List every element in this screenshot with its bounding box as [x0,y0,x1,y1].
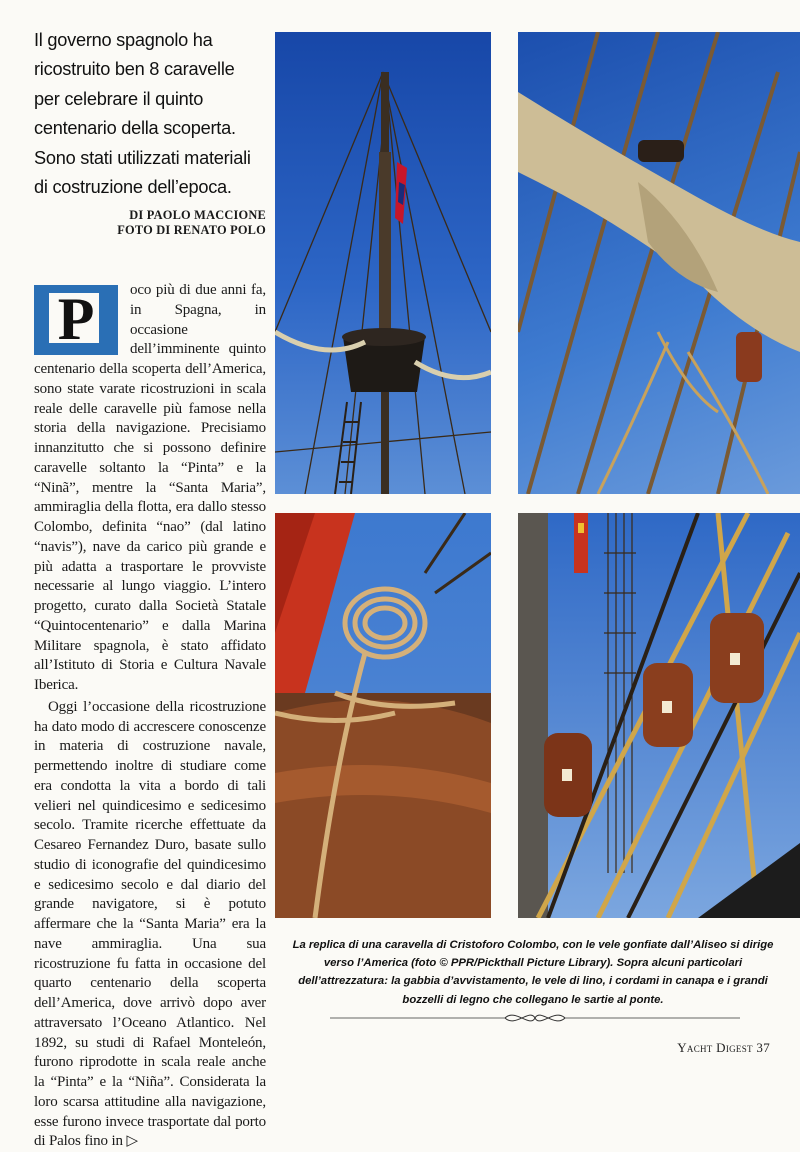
photo-furled-sail [518,32,800,494]
continue-arrow-icon: ▷ [126,1133,138,1150]
byline-photos: FOTO DI RENATO POLO [117,222,266,237]
lead-line: ricostruito ben 8 caravelle [34,59,235,80]
paragraph-text: Oggi l’occasione della ricostruzione ha dato modo di accrescere conoscenze in materia di costruzione navale, permettendo inoltre di studiare come era condotta la vita a bordo di tali velieri nel quindicesimo e sedicesimo secolo. Tramite ricerche effettuate da Cesareo Fernandez Duro, basate sullo studio di iconografie del quindicesimo e sedicesimo secolo e dal diario del grande navigatore, si è potuto affermare che la “Santa Maria” era la nave ammiraglia. Una sua ricostruzione fu fatta in occasione del quarto centenario della scoperta dell’America, dove arrivò dopo aver attraversato l’Oceano Atlantico. Nel 1892, su studi di Rafael Monteleón, furono riprodotte in scala reale anche la “Pinta” e la “Niña”. Considerata la loro scarsa attitudine alla navigazione, esse furono invece trasportate dal porto di Palos fino in [34,698,266,1150]
byline [34,208,266,237]
article-lead [34,26,266,202]
article-paragraph [34,281,266,696]
article-paragraph [34,698,266,1152]
lead-line: Sono stati utilizzati materiali [34,147,251,168]
lead-line: di costruzione dell’epoca. [34,177,232,198]
photo-caption: La replica di una caravella di Cristoforo Colombo, con le vele gonfiate dall’Aliseo si dirige verso l’America (foto © PPR/Pickthall Picture Library). Sopra alcuni particolari dell’attrezzatura: la gabbia d’avvistamento, le vele di lino, i cordami in canapa e i grandi bozzelli di legno che collegano le sartie al ponte. [292,939,774,1006]
lead-line: per celebrare il quinto [34,88,204,109]
dropcap-letter: P [57,286,95,352]
photo-mast-crows-nest [275,32,491,494]
dropcap [34,285,118,355]
page-footer [677,1040,770,1056]
paragraph-text: oco più di due anni fa, in Spagna, in occasione dell’imminente quinto centenario della scoperta dell’America, sono state varate ricostruzioni in scala reale delle caravelle più famose nella storia della navigazione. Precisiamo innanzitutto che si possono definire caravelle soltanto la “Pinta” e la “Ninã”, mentre la “Santa Maria”, ammiraglia della flotta, era dallo stesso Colombo, definita “nao” (dal latino “navis”), nave da carico più grande e più adatta a trasportare le provviste necessarie al lungo viaggio. L’intero progetto, curato dalla Società Statale “Quintocentenario” e dalla Marina Militare spagnola, è stato affidato all’Istituto di Storia e Cultura Navale Iberica. [34,282,266,693]
lead-line: centenario della scoperta. [34,118,236,139]
photo-rope-coil [275,513,491,918]
lead-line: Il governo spagnolo ha [34,30,213,50]
byline-author: DI PAOLO MACCIONE [129,208,266,222]
page-number: 37 [756,1040,770,1055]
photo-wooden-blocks [518,513,800,918]
magazine-name: Yacht Digest [677,1040,753,1055]
article-body [34,281,266,1152]
ornament-knot-icon [330,1011,740,1025]
